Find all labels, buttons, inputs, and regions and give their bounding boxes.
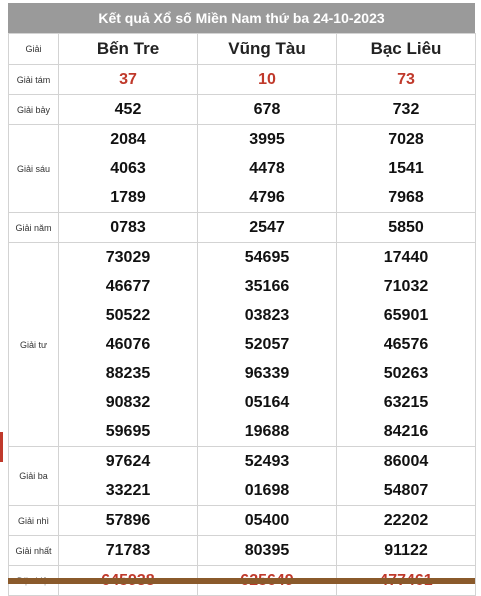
prize-cell [198, 125, 337, 213]
prize-number: 46076 [105, 336, 151, 353]
prize-number: 4063 [110, 160, 146, 177]
prize-row [9, 125, 476, 213]
prize-number: 97624 [105, 453, 151, 470]
prize-number: 52493 [244, 453, 290, 470]
prize-number: 37 [119, 71, 137, 88]
prize-label: Giải nhất [9, 536, 59, 566]
prize-cell [59, 125, 198, 213]
prize-number: 1789 [110, 189, 146, 206]
prize-label: Giải sáu [9, 125, 59, 213]
prize-cell [337, 447, 476, 506]
prize-number: 96339 [244, 365, 290, 382]
prize-number: 50263 [383, 365, 429, 382]
prize-number: 452 [114, 101, 142, 118]
prize-number: 86004 [383, 453, 429, 470]
prize-number: 17440 [383, 249, 429, 266]
prize-number: 57896 [105, 512, 151, 529]
prize-number: 88235 [105, 365, 151, 382]
prize-number: 65901 [383, 307, 429, 324]
prize-row [9, 536, 476, 566]
prize-cell [198, 536, 337, 566]
prize-label: Giải bảy [9, 95, 59, 125]
prize-number: 732 [392, 101, 420, 118]
results-title: Kết quả Xổ số Miền Nam thứ ba 24-10-2023 [8, 3, 475, 33]
prize-number: 7028 [388, 131, 424, 148]
prize-cell [59, 213, 198, 243]
prize-number: 54695 [244, 249, 290, 266]
prize-cell [59, 95, 198, 125]
prize-number: 54807 [383, 482, 429, 499]
prize-number: 46576 [383, 336, 429, 353]
prize-row [9, 95, 476, 125]
province-vung-tau: Vũng Tàu [198, 34, 337, 65]
prize-row [9, 65, 476, 95]
prize-cell [198, 95, 337, 125]
prize-number: 22202 [383, 512, 429, 529]
prize-number: 05400 [244, 512, 290, 529]
prize-row [9, 243, 476, 447]
prize-number: 71783 [105, 542, 151, 559]
prize-label: Giải tám [9, 65, 59, 95]
prize-row [9, 213, 476, 243]
prize-cell [337, 95, 476, 125]
prize-number: 1541 [388, 160, 424, 177]
prize-cell [198, 506, 337, 536]
prize-number: 19688 [244, 423, 290, 440]
results-table [8, 33, 476, 596]
results-panel [8, 3, 475, 596]
prize-number: 71032 [383, 278, 429, 295]
prize-cell [337, 65, 476, 95]
prize-number: 10 [258, 71, 276, 88]
prize-number: 01698 [244, 482, 290, 499]
prize-number: 3995 [249, 131, 285, 148]
prize-cell [59, 536, 198, 566]
prize-cell [337, 243, 476, 447]
prize-label: Giải năm [9, 213, 59, 243]
prize-number: 2547 [249, 219, 285, 236]
header-label: Giải [9, 34, 59, 65]
prize-cell [198, 213, 337, 243]
prize-row [9, 506, 476, 536]
prize-number: 52057 [244, 336, 290, 353]
prize-cell [198, 243, 337, 447]
prize-number: 91122 [384, 542, 428, 559]
prize-cell [59, 506, 198, 536]
prize-cell [337, 213, 476, 243]
prize-number: 0783 [110, 219, 146, 236]
prize-number: 50522 [105, 307, 151, 324]
prize-number: 73 [397, 71, 415, 88]
prize-number: 33221 [105, 482, 151, 499]
bottom-bar [8, 578, 475, 584]
side-marker [0, 432, 3, 462]
prize-cell [337, 536, 476, 566]
province-ben-tre: Bến Tre [59, 34, 198, 65]
prize-number: 2084 [110, 131, 146, 148]
prize-number: 03823 [244, 307, 290, 324]
prize-cell [198, 65, 337, 95]
prize-number: 63215 [383, 394, 429, 411]
prize-cell [337, 506, 476, 536]
prize-number: 4796 [249, 189, 285, 206]
prize-number: 80395 [244, 542, 290, 559]
prize-number: 4478 [249, 160, 285, 177]
prize-number: 5850 [388, 219, 424, 236]
prize-label: Giải tư [9, 243, 59, 447]
prize-cell [59, 447, 198, 506]
prize-cell [59, 243, 198, 447]
header-row [9, 34, 476, 65]
prize-number: 678 [253, 101, 281, 118]
prize-number: 05164 [244, 394, 290, 411]
prize-number: 7968 [388, 189, 424, 206]
prize-row [9, 447, 476, 506]
prize-number: 84216 [383, 423, 429, 440]
prize-number: 73029 [105, 249, 151, 266]
prize-number: 59695 [105, 423, 151, 440]
prize-label: Giải ba [9, 447, 59, 506]
province-bac-lieu: Bạc Liêu [337, 34, 476, 65]
prize-number: 90832 [105, 394, 151, 411]
prize-cell [59, 65, 198, 95]
prize-number: 46677 [105, 278, 151, 295]
prize-number: 35166 [244, 278, 290, 295]
prize-label: Giải nhì [9, 506, 59, 536]
prize-cell [198, 447, 337, 506]
prize-cell [337, 125, 476, 213]
